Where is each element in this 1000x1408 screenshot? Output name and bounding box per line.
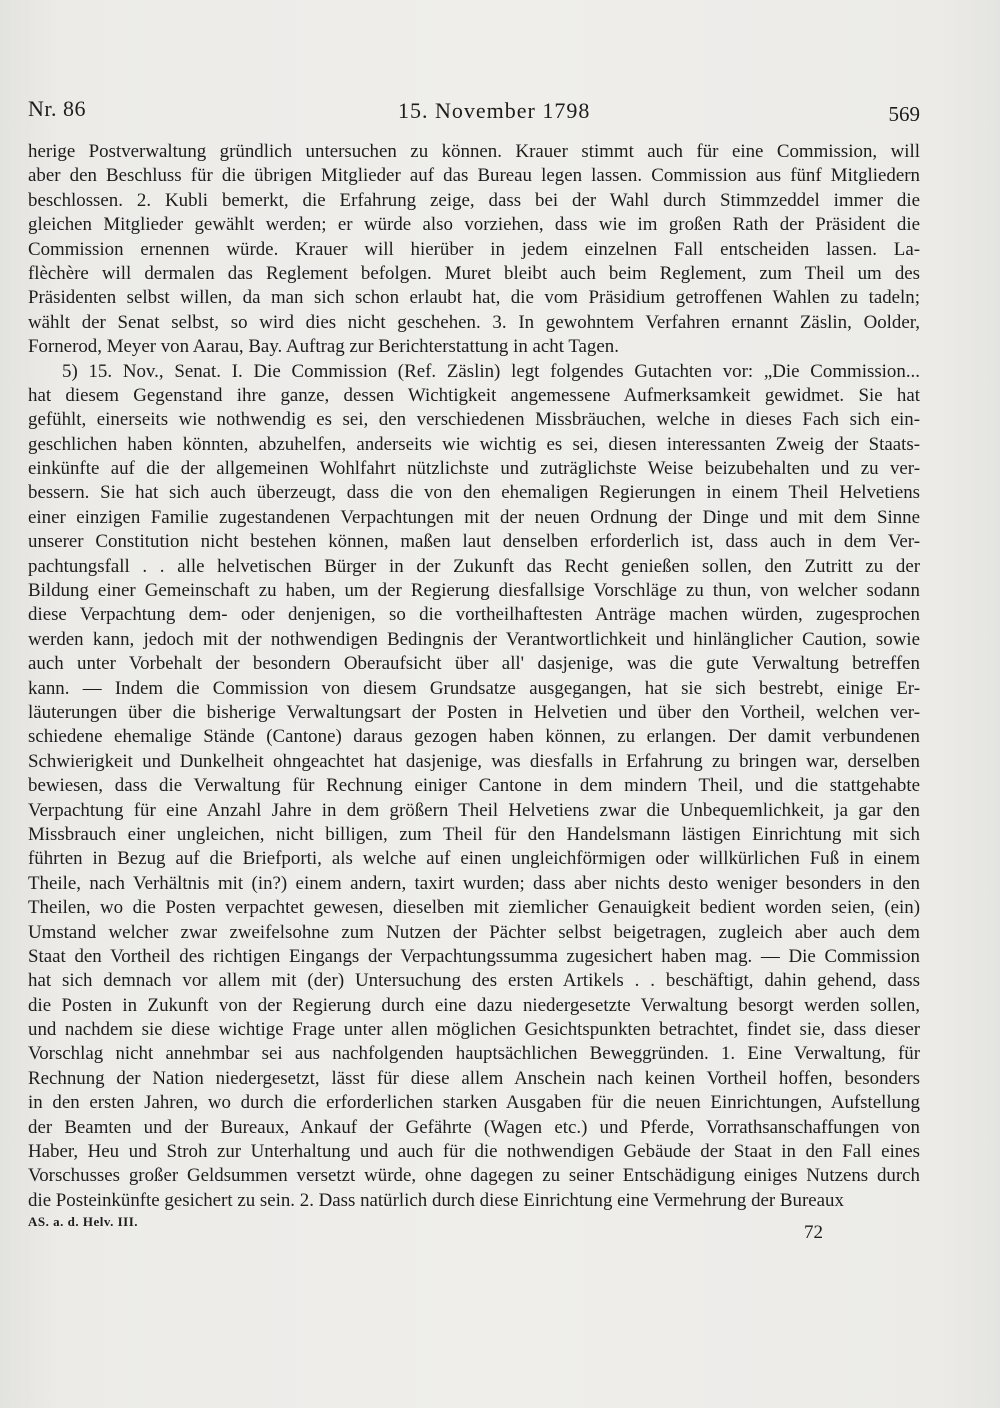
text-line: kann. — Indem die Commission von diesem Grundsatze ausgegangen, hat sie sich bestrebt, einige Er- [28, 677, 920, 699]
text-line: bessern. Sie hat sich auch überzeugt, dass die von den ehemaligen Regierungen in einem Theil Helvetiens [28, 482, 920, 504]
text-line: der Beamten und der Bureaux, Ankauf der Gefährte (Wagen etc.) und Pferde, Vorrathsanschaffungen von [28, 1116, 920, 1138]
header-date: 15. November 1798 [398, 98, 591, 123]
text-line: läuterungen über die bisherige Verwaltungsart der Posten in Helvetien und über den Vortheil, welchen ver- [28, 701, 920, 723]
text-line: gleichen Mitglieder gewählt werden; er würde also vorziehen, dass wie im großen Rath der Präsident die [28, 214, 920, 236]
text-line: diese Verpachtung dem- oder denjenigen, so die vortheilhaftesten Anträge machen würden, zugesprochen [28, 604, 920, 626]
text-line: Missbrauch einer ungleichen, nicht billigen, zum Theil für den Handelsmann lästigen Einrichtung mit sich [28, 823, 920, 845]
text-line: Vorschlag nicht annehmbar sei aus nachfolgenden hauptsächlichen Beweggründen. 1. Eine Verwaltung, für [28, 1043, 920, 1065]
text-line: Verpachtung für eine Anzahl Jahre in dem größern Theil Helvetiens zwar die Unbequemlichkeit, ja gar den [28, 799, 920, 821]
text-line: 5) 15. Nov., Senat. I. Die Commission (Ref. Zäslin) legt folgendes Gutachten vor: „Die Commission... [62, 360, 920, 382]
header-page-number: 569 [888, 102, 920, 126]
text-line: die Posteinkünfte gesichert zu sein. 2. Dass natürlich durch diese Einrichtung eine Vermehrung der Bureaux [28, 1189, 844, 1211]
text-line: flèchère will dermalen das Reglement befolgen. Muret bleibt auch beim Reglement, zum Theil um des [28, 262, 920, 284]
text-line: hat diesem Gegenstand ihre ganze, dessen Wichtigkeit angemessene Aufmerksamkeit gewidmet. Sie hat [28, 384, 920, 406]
text-line: in den ersten Jahren, wo durch die erforderlichen starken Ausgaben für die neuen Einrichtungen, Aufstellung [28, 1092, 920, 1114]
text-line: die Posten in Zukunft von der Regierung durch eine dazu niedergesetzte Verwaltung besorgt werden sollen, [28, 994, 920, 1016]
text-line: führten in Bezug auf die Briefporti, als welche auf einen ungleichförmigen oder willkürlichen Fuß in einem [28, 848, 920, 870]
text-line: Präsidenten selbst willen, da man sich schon erlaubt hat, die vom Präsidium getroffenen Wahlen zu tadeln; [28, 287, 920, 309]
text-line: Theilen, wo die Posten verpachtet gewesen, dieselben mit ziemlicher Genauigkeit bedient worden seien, (ein) [28, 897, 920, 919]
text-line: bewiesen, dass die Verwaltung für Rechnung einiger Cantone in dem mindern Theil, und die stattgehabte [28, 775, 920, 797]
text-line: werden kann, jedoch mit der nothwendigen Bedingnis der Verantwortlichkeit und hinlänglicher Caution, sowie [28, 628, 920, 650]
text-line: Haber, Heu und Stroh zur Unterhaltung und auch für die nothwendigen Gebäude der Staat in den Fall eines [28, 1141, 920, 1163]
header-document-number: Nr. 86 [28, 96, 86, 121]
text-line: Fornerod, Meyer von Aarau, Bay. Auftrag zur Berichterstattung in acht Tagen. [28, 336, 619, 358]
text-line: und nachdem sie diese wichtige Frage unter allen möglichen Gesichtspunkten betrachtet, findet sie, dass dieser [28, 1019, 920, 1041]
body-text [28, 140, 920, 1213]
text-line: schiedene ehemalige Stände (Cantone) daraus gezogen haben können, zu erlangen. Der damit verbundenen [28, 726, 920, 748]
text-line: auch unter Vorbehalt der besondern Oberaufsicht über all' dasjenige, was die gute Verwaltung betreffen [28, 653, 920, 675]
text-line: geschlichen haben könnten, abzuhelfen, anderseits wie wichtig es sei, diesen interessanten Zweig der Staats- [28, 433, 920, 455]
text-line: Vorschusses großer Geldsummen versetzt würde, ohne dagegen zu seiner Entschädigung einiges Nutzens durch [28, 1165, 920, 1187]
text-line: Staat den Vortheil des richtigen Eingangs der Verpachtungssumma zugesichert haben mag. — Die Commission [28, 945, 920, 967]
text-line: pachtungsfall . . alle helvetischen Bürger in der Zukunft das Recht genießen sollen, den Zutritt zu der [28, 555, 920, 577]
text-line: Rechnung der Nation niedergesetzt, lässt für diese allem Anschein nach keinen Vortheil hoffen, besonders [28, 1067, 920, 1089]
text-line: Schwierigkeit und Dunkelheit ohngeachtet hat dasjenige, was diesfalls in Erfahrung zu bringen war, derselben [28, 750, 920, 772]
text-line: beschlossen. 2. Kubli bemerkt, die Erfahrung zeige, dass bei der Wahl durch Stimmzeddel immer die [28, 189, 920, 211]
text-line: Commission ernennen würde. Krauer will hierüber in jedem einzelnen Fall entscheiden lassen. La- [28, 238, 920, 260]
text-line: aber den Beschluss für die übrigen Mitglieder auf das Bureau legen lassen. Commission aus fünf Mitgliedern [28, 165, 920, 187]
text-line: wählt der Senat selbst, so wird dies nicht geschehen. 3. In gewohntem Verfahren ernannt Zäslin, Oolder, [28, 311, 920, 333]
text-line: herige Postverwaltung gründlich untersuchen zu können. Krauer stimmt auch für eine Commission, will [28, 141, 920, 162]
page-header [28, 92, 920, 128]
text-line: Umstand welcher zwar zweifelsohne zum Nutzen der Pächter selbst beigetragen, zugleich aber auch dem [28, 921, 920, 943]
footer-sheet-number: 72 [804, 1222, 823, 1243]
text-line: gefühlt, einerseits wie nothwendig es sei, den verschiedenen Missbräuchen, welche in dieses Fach sich ein- [28, 409, 920, 431]
text-line: unserer Constitution nicht bestehen können, maßen laut denselben erforderlich ist, dass auch in dem Ver- [28, 531, 920, 553]
footer-signature: AS. a. d. Helv. III. [28, 1214, 139, 1229]
text-line: einer einzigen Familie zugestandenen Verpachtungen mit der neuen Ordnung der Dinge und mit dem Sinne [28, 506, 920, 528]
text-line: hat sich demnach vor allem mit (der) Untersuchung des ersten Artikels . . beschäftigt, dahin gehend, dass [28, 970, 920, 992]
text-line: einkünfte auf die der allgemeinen Wohlfahrt nützlichste und zuträglichste Weise beizubehalten und zu ver- [28, 458, 920, 480]
text-line: Bildung einer Gemeinschaft zu haben, um der Regierung diesfallsige Vorschläge zu thun, von welcher sodann [28, 580, 920, 602]
text-line: Theile, nach Verhältnis mit (in?) einem andern, taxirt wurden; dass aber nichts desto weniger besonders in den [28, 872, 920, 894]
